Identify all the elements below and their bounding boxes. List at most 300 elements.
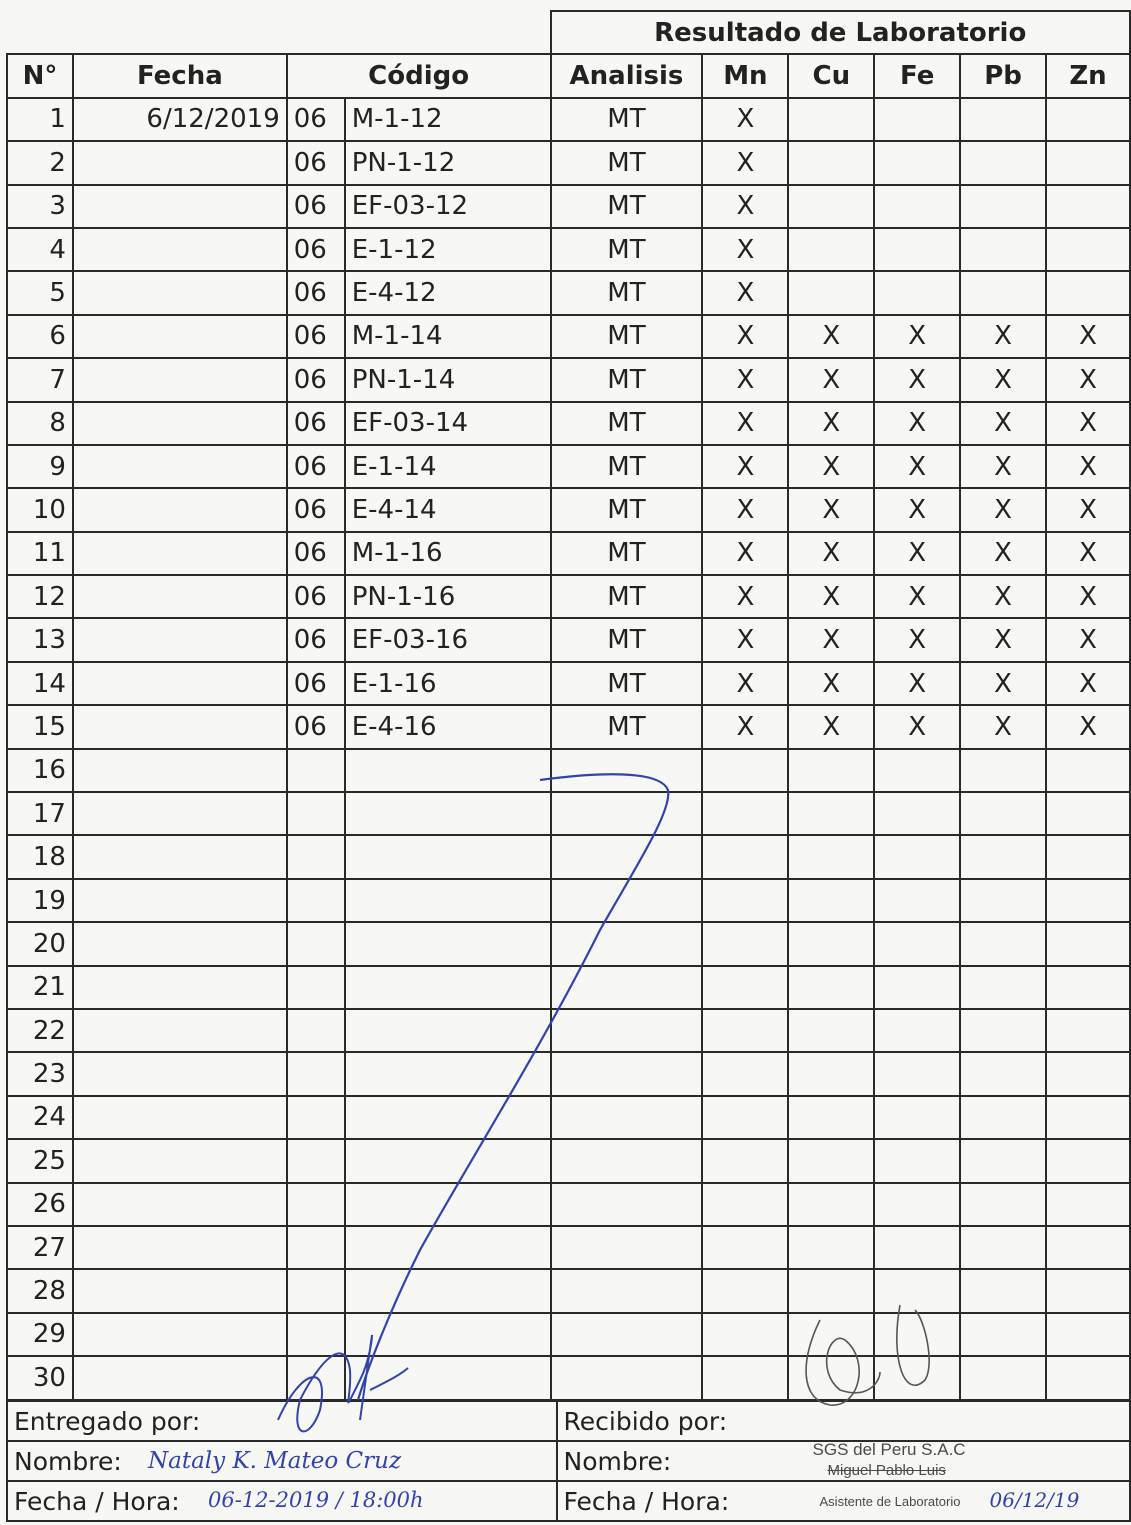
row-number: 19: [7, 879, 73, 922]
stamp-role: Asistente de Laboratorio: [819, 1494, 961, 1509]
col-header-cu: Cu: [788, 54, 874, 97]
row-number: 5: [7, 271, 73, 314]
row-cu: [788, 141, 874, 184]
row-mn: [702, 1009, 788, 1052]
row-codigo: [345, 1356, 551, 1399]
row-pb: [960, 98, 1046, 141]
row-fe: [874, 966, 960, 1009]
row-codigo: PN-1-16: [345, 575, 551, 618]
row-fe: [874, 1052, 960, 1095]
row-number: 15: [7, 705, 73, 748]
row-codigo: [345, 1269, 551, 1312]
row-pb: [960, 879, 1046, 922]
row-fe: X: [874, 618, 960, 661]
row-pb: X: [960, 358, 1046, 401]
row-fecha: [73, 1269, 287, 1312]
fecha-hora-label: Fecha / Hora:: [14, 1486, 180, 1516]
row-number: 26: [7, 1183, 73, 1226]
row-pb: X: [960, 402, 1046, 445]
row-cu: [788, 1009, 874, 1052]
row-cu: [788, 922, 874, 965]
row-fecha: [73, 488, 287, 531]
row-analisis: [551, 792, 703, 835]
table-row: [7, 1269, 1130, 1312]
row-codigo: E-1-16: [345, 662, 551, 705]
row-cu: X: [788, 445, 874, 488]
row-zn: [1046, 1226, 1130, 1269]
row-number: 16: [7, 749, 73, 792]
row-zn: X: [1046, 575, 1130, 618]
row-cu: [788, 228, 874, 271]
row-pb: [960, 1226, 1046, 1269]
row-number: 7: [7, 358, 73, 401]
table-row: [7, 271, 1130, 314]
row-fe: [874, 1356, 960, 1399]
row-fecha: [73, 445, 287, 488]
row-number: 12: [7, 575, 73, 618]
row-code-prefix: [287, 749, 345, 792]
row-fe: [874, 185, 960, 228]
row-mn: [702, 1096, 788, 1139]
table-row: [7, 835, 1130, 878]
row-number: 10: [7, 488, 73, 531]
row-mn: [702, 966, 788, 1009]
row-codigo: [345, 749, 551, 792]
row-fe: [874, 749, 960, 792]
row-pb: X: [960, 532, 1046, 575]
row-analisis: [551, 1096, 703, 1139]
row-analisis: [551, 1009, 703, 1052]
stamp-date: 06/12/19: [989, 1488, 1080, 1512]
row-fecha: [73, 575, 287, 618]
row-analisis: [551, 1269, 703, 1312]
row-codigo: [345, 1139, 551, 1182]
row-fecha: [73, 879, 287, 922]
row-code-prefix: 06: [287, 575, 345, 618]
row-code-prefix: 06: [287, 445, 345, 488]
fecha-hora2-cell: [557, 1481, 1130, 1521]
row-cu: X: [788, 358, 874, 401]
row-number: 14: [7, 662, 73, 705]
stamp-company: SGS del Peru S.A.C: [812, 1440, 966, 1459]
row-fe: [874, 141, 960, 184]
row-zn: [1046, 98, 1130, 141]
row-analisis: [551, 966, 703, 1009]
row-cu: [788, 185, 874, 228]
row-mn: [702, 1269, 788, 1312]
row-pb: [960, 1139, 1046, 1182]
row-code-prefix: 06: [287, 532, 345, 575]
row-number: 4: [7, 228, 73, 271]
row-number: 11: [7, 532, 73, 575]
row-codigo: [345, 1096, 551, 1139]
row-fe: X: [874, 488, 960, 531]
row-analisis: [551, 1052, 703, 1095]
row-fecha: [73, 1356, 287, 1399]
table-row: [7, 98, 1130, 141]
row-zn: [1046, 879, 1130, 922]
row-code-prefix: 06: [287, 618, 345, 661]
row-zn: [1046, 792, 1130, 835]
row-fecha: [73, 966, 287, 1009]
table-row: [7, 705, 1130, 748]
row-fecha: [73, 532, 287, 575]
row-cu: X: [788, 575, 874, 618]
table-row: [7, 185, 1130, 228]
row-code-prefix: 06: [287, 98, 345, 141]
row-fe: X: [874, 315, 960, 358]
row-analisis: MT: [551, 315, 703, 358]
row-fe: [874, 1009, 960, 1052]
table-row: [7, 315, 1130, 358]
row-code-prefix: [287, 879, 345, 922]
row-zn: [1046, 1052, 1130, 1095]
row-analisis: [551, 1183, 703, 1226]
row-analisis: MT: [551, 271, 703, 314]
row-code-prefix: [287, 1356, 345, 1399]
row-codigo: E-4-16: [345, 705, 551, 748]
row-cu: [788, 1183, 874, 1226]
table-row: [7, 488, 1130, 531]
row-analisis: MT: [551, 402, 703, 445]
row-code-prefix: [287, 922, 345, 965]
row-fe: [874, 835, 960, 878]
row-number: 9: [7, 445, 73, 488]
table-row: [7, 792, 1130, 835]
row-code-prefix: [287, 1183, 345, 1226]
col-header-zn: Zn: [1046, 54, 1130, 97]
row-mn: X: [702, 98, 788, 141]
row-code-prefix: [287, 1096, 345, 1139]
table-row: [7, 575, 1130, 618]
row-mn: X: [702, 705, 788, 748]
row-fe: [874, 922, 960, 965]
row-codigo: M-1-12: [345, 98, 551, 141]
row-cu: [788, 1052, 874, 1095]
table-row: [7, 618, 1130, 661]
row-fecha: [73, 792, 287, 835]
row-analisis: MT: [551, 445, 703, 488]
row-zn: X: [1046, 315, 1130, 358]
row-zn: X: [1046, 618, 1130, 661]
row-fecha: 6/12/2019: [73, 98, 287, 141]
row-code-prefix: [287, 1269, 345, 1312]
row-zn: X: [1046, 705, 1130, 748]
row-number: 23: [7, 1052, 73, 1095]
row-number: 20: [7, 922, 73, 965]
row-cu: [788, 271, 874, 314]
row-fecha: [73, 618, 287, 661]
row-fecha: [73, 315, 287, 358]
row-code-prefix: [287, 1009, 345, 1052]
col-header-pb: Pb: [960, 54, 1046, 97]
row-fecha: [73, 402, 287, 445]
row-fe: [874, 271, 960, 314]
row-fe: [874, 1096, 960, 1139]
row-number: 21: [7, 966, 73, 1009]
row-code-prefix: [287, 1313, 345, 1356]
row-fecha: [73, 358, 287, 401]
row-fecha: [73, 922, 287, 965]
row-number: 17: [7, 792, 73, 835]
row-codigo: [345, 879, 551, 922]
table-row: [7, 1096, 1130, 1139]
row-analisis: MT: [551, 662, 703, 705]
row-number: 18: [7, 835, 73, 878]
row-analisis: [551, 835, 703, 878]
row-codigo: EF-03-12: [345, 185, 551, 228]
row-mn: X: [702, 618, 788, 661]
row-pb: X: [960, 705, 1046, 748]
table-row: [7, 1139, 1130, 1182]
row-cu: [788, 966, 874, 1009]
row-codigo: [345, 1313, 551, 1356]
table-row: [7, 1052, 1130, 1095]
row-code-prefix: [287, 1139, 345, 1182]
row-number: 30: [7, 1356, 73, 1399]
row-pb: [960, 1183, 1046, 1226]
row-code-prefix: [287, 835, 345, 878]
row-fe: X: [874, 575, 960, 618]
row-cu: X: [788, 618, 874, 661]
fecha-hora-cell: [7, 1481, 557, 1521]
row-fe: [874, 1226, 960, 1269]
row-analisis: MT: [551, 228, 703, 271]
row-zn: [1046, 1313, 1130, 1356]
row-mn: [702, 749, 788, 792]
table-row: [7, 445, 1130, 488]
row-mn: [702, 835, 788, 878]
row-fecha: [73, 141, 287, 184]
row-codigo: [345, 835, 551, 878]
nombre-label: Nombre:: [14, 1446, 122, 1476]
row-mn: [702, 1313, 788, 1356]
row-code-prefix: 06: [287, 185, 345, 228]
row-pb: X: [960, 575, 1046, 618]
row-mn: [702, 879, 788, 922]
row-zn: [1046, 1356, 1130, 1399]
row-code-prefix: 06: [287, 141, 345, 184]
row-number: 27: [7, 1226, 73, 1269]
row-zn: [1046, 228, 1130, 271]
row-fecha: [73, 1139, 287, 1182]
row-analisis: [551, 922, 703, 965]
row-fe: [874, 879, 960, 922]
column-header-row: [7, 54, 1130, 97]
table-row: [7, 228, 1130, 271]
row-code-prefix: 06: [287, 271, 345, 314]
row-code-prefix: 06: [287, 662, 345, 705]
row-codigo: [345, 792, 551, 835]
row-cu: [788, 1269, 874, 1312]
row-pb: [960, 1052, 1046, 1095]
row-analisis: MT: [551, 575, 703, 618]
row-cu: X: [788, 662, 874, 705]
row-fecha: [73, 271, 287, 314]
row-zn: [1046, 1096, 1130, 1139]
row-zn: [1046, 185, 1130, 228]
row-mn: [702, 1052, 788, 1095]
row-cu: X: [788, 315, 874, 358]
row-pb: [960, 228, 1046, 271]
col-header-fe: Fe: [874, 54, 960, 97]
row-code-prefix: [287, 1052, 345, 1095]
col-header-codigo: Código: [287, 54, 551, 97]
row-cu: [788, 1226, 874, 1269]
row-mn: [702, 922, 788, 965]
row-codigo: EF-03-16: [345, 618, 551, 661]
row-fe: X: [874, 402, 960, 445]
row-codigo: [345, 1052, 551, 1095]
row-mn: [702, 1139, 788, 1182]
row-fe: X: [874, 358, 960, 401]
row-pb: X: [960, 618, 1046, 661]
row-mn: X: [702, 532, 788, 575]
stamp-name: Miguel Pablo Luis: [827, 1462, 946, 1479]
row-mn: X: [702, 315, 788, 358]
fecha-hora2-label: Fecha / Hora:: [563, 1486, 730, 1516]
row-fecha: [73, 1226, 287, 1269]
row-code-prefix: 06: [287, 705, 345, 748]
row-code-prefix: 06: [287, 358, 345, 401]
table-row: [7, 1183, 1130, 1226]
row-mn: X: [702, 271, 788, 314]
row-fe: [874, 228, 960, 271]
row-number: 3: [7, 185, 73, 228]
table-row: [7, 1226, 1130, 1269]
row-code-prefix: 06: [287, 315, 345, 358]
row-zn: [1046, 1183, 1130, 1226]
row-number: 6: [7, 315, 73, 358]
table-row: [7, 532, 1130, 575]
table-row: [7, 922, 1130, 965]
row-fe: [874, 1313, 960, 1356]
row-pb: [960, 185, 1046, 228]
row-pb: [960, 1356, 1046, 1399]
row-cu: X: [788, 532, 874, 575]
table-row: [7, 662, 1130, 705]
row-code-prefix: [287, 1226, 345, 1269]
nombre2-label: Nombre:: [563, 1446, 672, 1476]
row-cu: [788, 792, 874, 835]
table-row: [7, 879, 1130, 922]
row-mn: [702, 1226, 788, 1269]
row-codigo: [345, 1183, 551, 1226]
row-pb: [960, 1313, 1046, 1356]
row-zn: X: [1046, 445, 1130, 488]
row-pb: [960, 1009, 1046, 1052]
row-analisis: MT: [551, 705, 703, 748]
nombre2-cell: [557, 1441, 1130, 1481]
row-analisis: MT: [551, 141, 703, 184]
row-pb: [960, 1096, 1046, 1139]
row-analisis: [551, 1226, 703, 1269]
row-cu: X: [788, 488, 874, 531]
row-zn: X: [1046, 532, 1130, 575]
row-pb: [960, 271, 1046, 314]
row-fecha: [73, 1183, 287, 1226]
row-fecha: [73, 185, 287, 228]
row-zn: X: [1046, 488, 1130, 531]
row-pb: [960, 966, 1046, 1009]
fecha-hora-value: 06-12-2019 / 18:00h: [208, 1488, 424, 1512]
row-mn: X: [702, 488, 788, 531]
row-fecha: [73, 1096, 287, 1139]
row-zn: [1046, 271, 1130, 314]
row-mn: X: [702, 141, 788, 184]
row-pb: X: [960, 662, 1046, 705]
row-cu: [788, 1139, 874, 1182]
row-zn: [1046, 1009, 1130, 1052]
row-zn: [1046, 922, 1130, 965]
row-analisis: MT: [551, 185, 703, 228]
row-cu: [788, 1356, 874, 1399]
group-header-row: [7, 11, 1130, 54]
row-fe: [874, 1269, 960, 1312]
recibido-label: Recibido por:: [563, 1406, 728, 1436]
footer-table: [6, 1400, 1131, 1522]
table-row: [7, 1313, 1130, 1356]
row-number: 1: [7, 98, 73, 141]
group-title: Resultado de Laboratorio: [551, 11, 1131, 54]
table-row: [7, 358, 1130, 401]
row-codigo: E-4-14: [345, 488, 551, 531]
row-codigo: E-1-12: [345, 228, 551, 271]
row-cu: [788, 749, 874, 792]
table-row: [7, 141, 1130, 184]
row-fecha: [73, 1009, 287, 1052]
row-number: 13: [7, 618, 73, 661]
nombre-value: Nataly K. Mateo Cruz: [148, 1448, 402, 1474]
row-mn: X: [702, 575, 788, 618]
row-code-prefix: 06: [287, 488, 345, 531]
row-mn: [702, 1183, 788, 1226]
row-codigo: M-1-14: [345, 315, 551, 358]
row-analisis: MT: [551, 532, 703, 575]
row-cu: [788, 879, 874, 922]
row-codigo: PN-1-12: [345, 141, 551, 184]
col-header-analisis: Analisis: [551, 54, 703, 97]
row-fecha: [73, 1313, 287, 1356]
row-analisis: MT: [551, 488, 703, 531]
row-pb: [960, 1269, 1046, 1312]
row-fecha: [73, 662, 287, 705]
row-zn: [1046, 141, 1130, 184]
row-number: 28: [7, 1269, 73, 1312]
row-mn: [702, 792, 788, 835]
row-codigo: E-4-12: [345, 271, 551, 314]
entregado-label: Entregado por:: [14, 1406, 201, 1436]
row-zn: [1046, 835, 1130, 878]
row-analisis: MT: [551, 98, 703, 141]
row-analisis: [551, 1356, 703, 1399]
row-number: 2: [7, 141, 73, 184]
row-cu: [788, 835, 874, 878]
row-zn: [1046, 1139, 1130, 1182]
row-mn: [702, 1356, 788, 1399]
row-pb: [960, 835, 1046, 878]
row-code-prefix: 06: [287, 228, 345, 271]
recibido-cell: [557, 1401, 1130, 1441]
row-pb: X: [960, 315, 1046, 358]
row-pb: [960, 922, 1046, 965]
table-row: [7, 402, 1130, 445]
row-code-prefix: [287, 792, 345, 835]
row-pb: [960, 749, 1046, 792]
row-mn: X: [702, 662, 788, 705]
row-analisis: [551, 879, 703, 922]
row-pb: [960, 792, 1046, 835]
